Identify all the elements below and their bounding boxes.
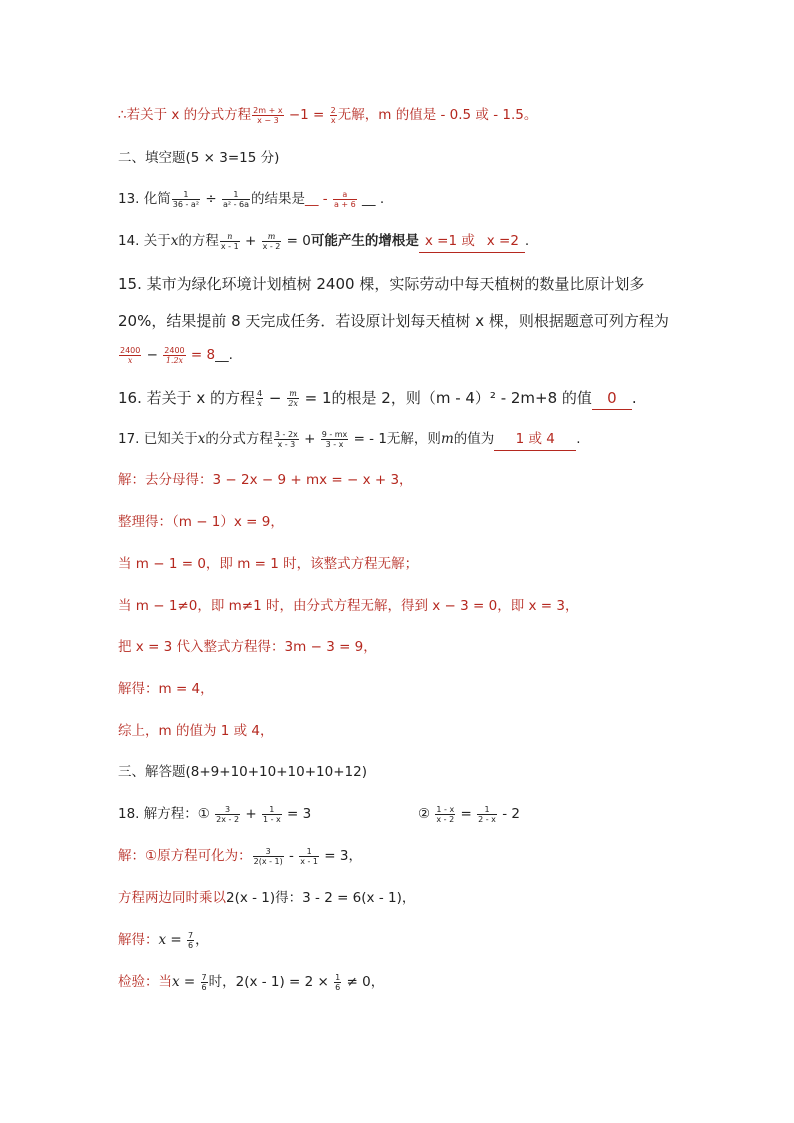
fraction	[262, 805, 282, 824]
fraction	[330, 106, 337, 125]
fraction	[172, 190, 200, 209]
answer-blank: x =2	[481, 230, 525, 253]
fraction	[119, 346, 141, 365]
numerator: 4	[257, 389, 263, 398]
text: 16. 若关于 x 的方程	[118, 389, 256, 407]
text: 检验：当	[118, 974, 172, 990]
denominator: 2(x - 1)	[253, 856, 283, 866]
denominator: 2x - 2	[216, 814, 240, 824]
fraction	[252, 106, 283, 125]
math-expression: x =	[172, 974, 200, 990]
fraction	[477, 805, 497, 824]
solution-17-line: 解得：m = 4，	[118, 681, 214, 697]
fraction	[287, 389, 299, 408]
text: −1 =	[284, 107, 329, 123]
denominator: x - 3	[277, 439, 296, 449]
denominator: x	[330, 115, 336, 125]
text: __.	[215, 347, 233, 363]
numerator: 2400	[164, 345, 185, 355]
numerator: 2m + x	[253, 105, 283, 115]
question-17	[118, 428, 718, 450]
numerator: 1	[335, 972, 341, 982]
solution-18-line-3	[118, 929, 718, 951]
text: 17. 已知关于	[118, 431, 198, 447]
text: 的分式方程	[205, 431, 273, 447]
denominator: 6	[201, 982, 207, 992]
numerator: 1	[477, 805, 497, 815]
variable: m	[440, 431, 454, 447]
numerator: 3 - 2x	[274, 429, 298, 439]
numerator: 1 - x	[436, 804, 455, 814]
denominator: 1.2x	[165, 355, 184, 365]
denominator: x	[257, 399, 262, 408]
text: +	[299, 431, 320, 447]
numerator: 7	[188, 930, 194, 940]
text: +	[241, 806, 261, 822]
answer-blank: x =1 或	[419, 230, 481, 253]
fraction	[215, 805, 240, 824]
question-18-part-2	[418, 803, 718, 825]
numerator: m	[287, 389, 299, 399]
denominator: 2x	[288, 399, 298, 408]
text: .	[631, 389, 637, 407]
text: - 2	[497, 806, 520, 822]
text: .	[576, 431, 581, 447]
fraction	[201, 973, 208, 992]
text: +	[240, 233, 261, 249]
numerator: n	[220, 232, 240, 242]
fraction	[299, 847, 319, 866]
text: -	[284, 848, 299, 864]
text: ∴若关于 x 的分式方程	[118, 107, 252, 123]
text: __ .	[357, 191, 385, 207]
denominator: a + 6	[333, 199, 356, 209]
denominator: 6	[335, 982, 341, 992]
text: 13. 化简	[118, 191, 171, 207]
denominator: a² - 6a	[222, 199, 250, 209]
numerator: 9 - mx	[321, 429, 348, 439]
denominator: 3 - x	[325, 439, 344, 449]
solution-17-line: 当 m − 1 = 0，即 m = 1 时，该整式方程无解；	[118, 556, 419, 572]
denominator: 6	[188, 940, 194, 950]
solution-17-line: 当 m − 1≠0，即 m≠1 时，由分式方程无解，得到 x − 3 = 0，即 x = 3，	[118, 598, 579, 614]
text: 的值为	[453, 431, 495, 447]
fraction	[274, 430, 299, 449]
text: 解得：	[118, 932, 159, 948]
solution-18-line-4	[118, 971, 718, 993]
text: −	[142, 347, 163, 363]
denominator: 2 - x	[478, 814, 496, 824]
text: 的结果是	[251, 191, 306, 207]
answer-blank: 0	[592, 387, 632, 410]
text: 得：3 - 2 = 6(x - 1)，	[275, 890, 416, 906]
answer-blank: 1 或 4	[494, 428, 576, 451]
prev-solution-line	[118, 104, 718, 126]
fraction	[321, 430, 349, 449]
text: 的方程	[178, 233, 219, 249]
text: = 0	[282, 233, 311, 249]
question-13	[118, 188, 718, 210]
denominator: x - 2	[436, 814, 455, 824]
numerator: 3	[253, 847, 284, 857]
text: ②	[418, 806, 435, 822]
numerator: 1	[172, 190, 200, 200]
text: = 8	[186, 347, 216, 363]
text: 时，2(x - 1) = 2 ×	[208, 974, 334, 990]
numerator: 1	[299, 847, 319, 857]
denominator: x - 2	[262, 241, 281, 251]
solution-17-line: 解：去分母得：3 − 2x − 9 + mx = − x + 3，	[118, 472, 413, 488]
denominator: x − 3	[257, 115, 279, 125]
denominator: x - 1	[300, 856, 319, 866]
text: = 3	[282, 806, 312, 822]
solution-17-line: 把 x = 3 代入整式方程得：3m − 3 = 9，	[118, 639, 377, 655]
question-15-answer	[118, 344, 718, 366]
text: 解：①原方程可化为：	[118, 848, 252, 864]
text: ，	[195, 932, 209, 948]
text: 可能产生的增根是	[310, 233, 419, 249]
numerator: m	[262, 232, 282, 242]
solution-18-line-2	[118, 887, 718, 909]
fraction	[262, 232, 282, 251]
question-15-line-1: 15. 某市为绿化环境计划植树 2400 棵，实际劳动中每天植树的数量比原计划多	[118, 275, 645, 293]
section-heading-fill-in: 二、填空题(5 × 3=15 分)	[118, 150, 280, 166]
denominator: 1 - x	[262, 814, 281, 824]
text: 方程两边同时乘以	[118, 890, 226, 906]
variable: x	[170, 233, 179, 249]
solution-17-line: 整理得：（m − 1）x = 9，	[118, 514, 284, 530]
answer-text: __ -	[305, 191, 332, 207]
variable: x	[197, 431, 206, 447]
text: −	[264, 389, 287, 407]
fraction	[435, 805, 455, 824]
solution-17-line: 综上，m 的值为 1 或 4，	[118, 723, 274, 739]
numerator: 1	[222, 190, 250, 200]
denominator: x - 1	[220, 241, 239, 251]
fraction	[256, 389, 263, 408]
text: = 3，	[320, 848, 362, 864]
numerator: 3	[215, 805, 240, 815]
text: 14. 关于	[118, 233, 171, 249]
fraction	[220, 232, 240, 251]
text: ÷	[201, 191, 221, 207]
question-16	[118, 387, 718, 409]
answer-fraction	[333, 190, 357, 209]
section-heading-answers: 三、解答题(8+9+10+10+10+10+12)	[118, 764, 367, 780]
fraction	[222, 190, 250, 209]
question-15-line-2: 20%，结果提前 8 天完成任务．若设原计划每天植树 x 棵，则根据题意可列方程为	[118, 312, 669, 330]
numerator: 1	[262, 805, 282, 815]
math-expression: 2(x - 1)	[226, 890, 276, 906]
numerator: 7	[201, 972, 207, 982]
fraction	[187, 931, 194, 950]
solution-18-line-1	[118, 845, 718, 867]
fraction	[253, 847, 284, 866]
fraction	[334, 973, 341, 992]
text: = - 1无解，则	[349, 431, 441, 447]
text: = 1的根是 2，则（m - 4）² - 2m+8 的值	[299, 389, 592, 407]
fraction	[163, 346, 185, 365]
denominator: 36 - a²	[172, 199, 200, 209]
numerator: a	[333, 190, 357, 200]
text: =	[456, 806, 477, 822]
text: 无解，m 的值是 - 0.5 或 - 1.5。	[337, 107, 538, 123]
text: 18. 解方程：①	[118, 806, 215, 822]
question-14	[118, 230, 718, 252]
numerator: 2400	[120, 345, 141, 355]
text: .	[524, 233, 530, 249]
text: ≠ 0，	[342, 974, 385, 990]
numerator: 2	[330, 105, 336, 115]
denominator: x	[127, 355, 133, 365]
math-expression: x =	[158, 932, 187, 948]
